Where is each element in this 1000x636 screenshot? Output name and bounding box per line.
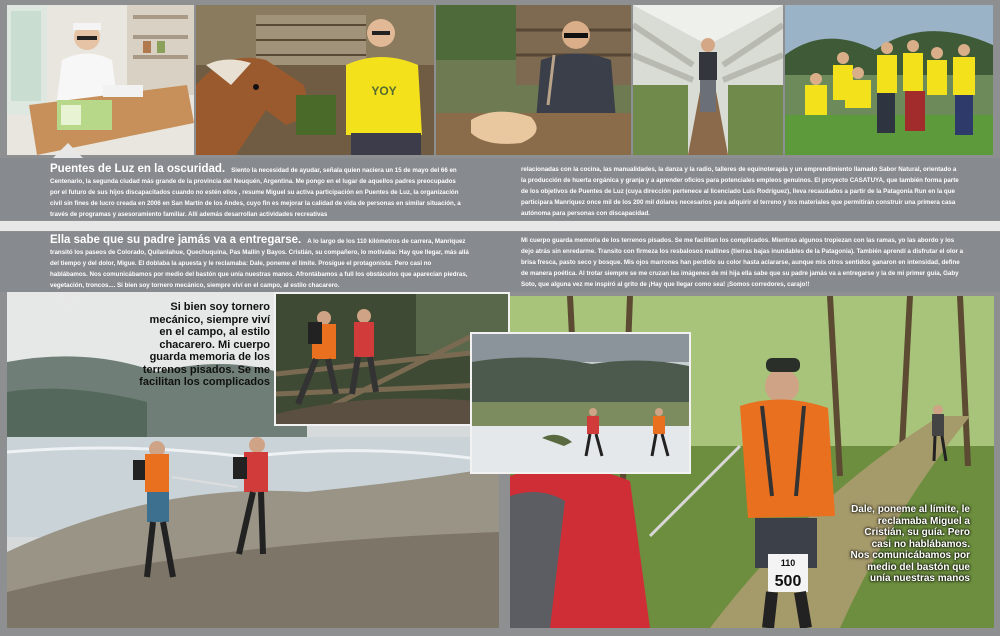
notch-marker-bottom xyxy=(52,292,84,308)
section2-col2-text: Mi cuerpo guarda memoria de los terrenos pisados. Se me facilitan los complicados. Mientras algunos tropiezan con las ramas, yo las abordo y los dejo atrás sin enredarme. Transito con firmeza los resbalosos mallines (tierras bajas inundables de la Patagonia). También aprendí a disfrutar el olor a brisa fresca, pasto seco y bosque. Mis ojos marrones han perdido su color hasta aclararse, aunque mis otros sentidos ganaron en intensidad, define de manera poética. Al trotar siempre se me cruzan las imágenes de mi hija ella sabe que su padre jamás va a entregarse y la de mi primer guía, Gaby Soto, que alguna vez me inspiró al grito de ¡Hay que llegar como sea! ¡Somos corredores, carajo!! xyxy=(521,237,964,288)
shirt-logo: YOY xyxy=(371,84,397,98)
section2-col2 xyxy=(521,235,967,290)
section1-col1 xyxy=(50,164,462,220)
photo-woodwork xyxy=(436,5,631,155)
section1-band xyxy=(0,158,1000,220)
notch-marker-top xyxy=(52,143,84,159)
section1-heading: Puentes de Luz en la oscuridad. xyxy=(50,163,226,175)
section1-col1-text: Siento la necesidad de ayudar, señala quien naciera un 15 de mayo del 66 en Centenario, la segunda ciudad más grande de la provincia del Neuquén, Argentina. Me pongo en el lugar de aquellos padres preocupados por el futuro de sus hijos discapacitados cuando no estén ellos , resume Miguel su activa participación en Puentes de Luz, la organización civil sin fines de lucro creada en 2006 en San Martín de los Andes, cuyo fin es mejorar la calidad de vida de personas en similar situación, a través de programas y asesoramiento familiar. Allí además desarrollan actividades recreativas xyxy=(50,167,461,218)
section2-band xyxy=(0,232,1000,292)
quote-right: Dale, poneme al límite, le reclamaba Miguel a Cristián, su guía. Pero casi no hablábamos. Nos comunicábamos por medio del bastón que unía nuestras manos xyxy=(850,504,970,584)
bib-number: 500 xyxy=(774,573,802,590)
photo-workshop xyxy=(7,5,194,155)
section-separator xyxy=(0,221,1000,231)
quote-left: Si bien soy tornero mecánico, siempre viví en el campo, al estilo chacarero. Mi cuerpo guarda memoria de los terrenos pisados. Se me facilitan los complicados xyxy=(139,301,270,388)
photo-river-crossing xyxy=(470,332,691,474)
section1-col2-text: relacionadas con la cocina, las manualidades, la danza y la radio, talleres de equinoterapia y un emprendimiento llamado Sabor Natural, orientado a la producción de huerta orgánica y granja y a aprender oficios para potenciales empleos genuinos. El proyecto CASATUYA, que también forma parte de los objetivos de Puentes de Luz (cuya dirección pertenece al licenciado Luis Rodríguez), lleva recaudados a partir de la Patagonia Run en la que participara Manríquez once mil de los 200 mil dólares necesarios para adquirir el terreno y los materiales que permitirán construir una primera casa autónoma para personas con discapacidad. xyxy=(521,166,959,217)
section2-heading: Ella sabe que su padre jamás va a entregarse. xyxy=(50,234,302,246)
photo-horse-therapy xyxy=(196,5,434,155)
photo-greenhouse xyxy=(633,5,783,155)
section1-col2 xyxy=(521,164,963,219)
photo-group xyxy=(785,5,993,155)
section2-col1-text: A lo largo de los 110 kilómetros de carrera, Manríquez transitó los paseos de Colorado, Quilanlahue, Quechuquina, Pas Mallín y Bayos. Cristián, su compañero, lo motivaba: Hay que llegar, más allá del tiempo y del dolor, Migue. El doblaba la apuesta y le reclamaba: Dale, poneme el límite. Prosigue el protagonista: Pero casi no hablábamos. Nos comunicábamos por medio del bastón que unía nuestras manos. Afrontábamos a full los obstáculos que aparecían piedras, vegetación, troncos.... Si bien soy tornero mecánico, siempre viví en el campo, al estilo chacarero. xyxy=(50,238,469,289)
section2-col1 xyxy=(50,235,470,291)
bib-top: 110 xyxy=(780,558,796,568)
